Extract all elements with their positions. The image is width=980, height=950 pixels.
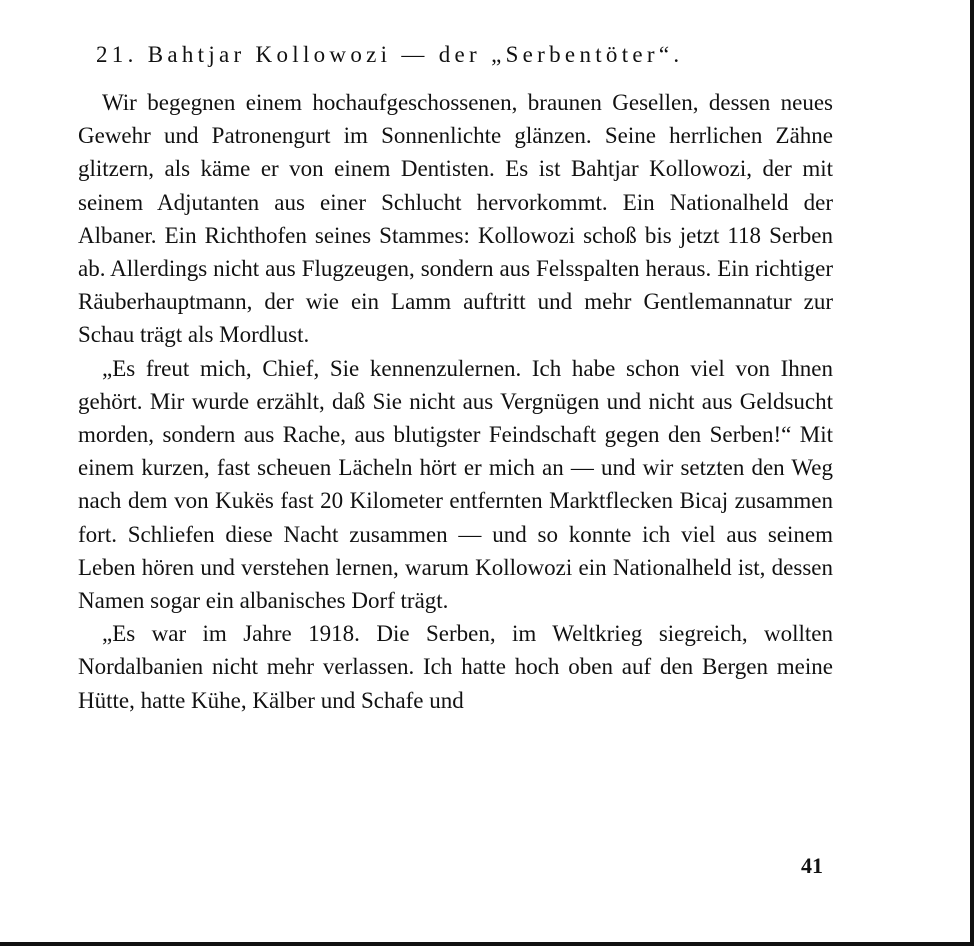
chapter-heading: 21. Bahtjar Kollowozi — der „Serbentöter“. xyxy=(96,42,684,67)
paragraph-3: „Es war im Jahre 1918. Die Serben, im Weltkrieg siegreich, wollten Nordalbanien nicht mehr verlassen. Ich hatte hoch oben auf den Bergen meine Hütte, hatte Kühe, Kälber und Schafe und xyxy=(78,621,833,713)
body-text xyxy=(78,86,833,717)
paragraph-2: „Es freut mich, Chief, Sie kennenzulernen. Ich habe schon viel von Ihnen gehört. Mir wurde erzählt, daß Sie nicht aus Vergnügen und nicht aus Geldsucht morden, sondern aus Rache, aus blutigster Feindschaft gegen den Serben!“ Mit einem kurzen, fast scheuen Lächeln hört er mich an — und wir setzten den Weg nach dem von Kukës fast 20 Kilometer entfernten Marktflecken Bicaj zusammen fort. Schliefen diese Nacht zusammen — und so konnte ich viel aus seinem Leben hören und verstehen lernen, warum Kollowozi ein Nationalheld ist, dessen Namen sogar ein albanisches Dorf trägt. xyxy=(78,355,833,614)
page-number: 41 xyxy=(801,853,823,878)
paragraph-1: Wir begegnen einem hochaufgeschossenen, braunen Gesellen, dessen neues Gewehr und Patronengurt im Sonnenlichte glänzen. Seine herrlichen Zähne glitzern, als käme er von einem Dentisten. Es ist Bahtjar Kollowozi, der mit seinem Adjutanten aus einer Schlucht hervorkommt. Ein Nationalheld der Albaner. Ein Richthofen seines Stammes: Kollowozi schoß bis jetzt 118 Serben ab. Allerdings nicht aus Flugzeugen, sondern aus Felsspalten heraus. Ein richtiger Räuberhauptmann, der wie ein Lamm auftritt und mehr Gentlemannatur zur Schau trägt als Mordlust. xyxy=(78,90,833,348)
